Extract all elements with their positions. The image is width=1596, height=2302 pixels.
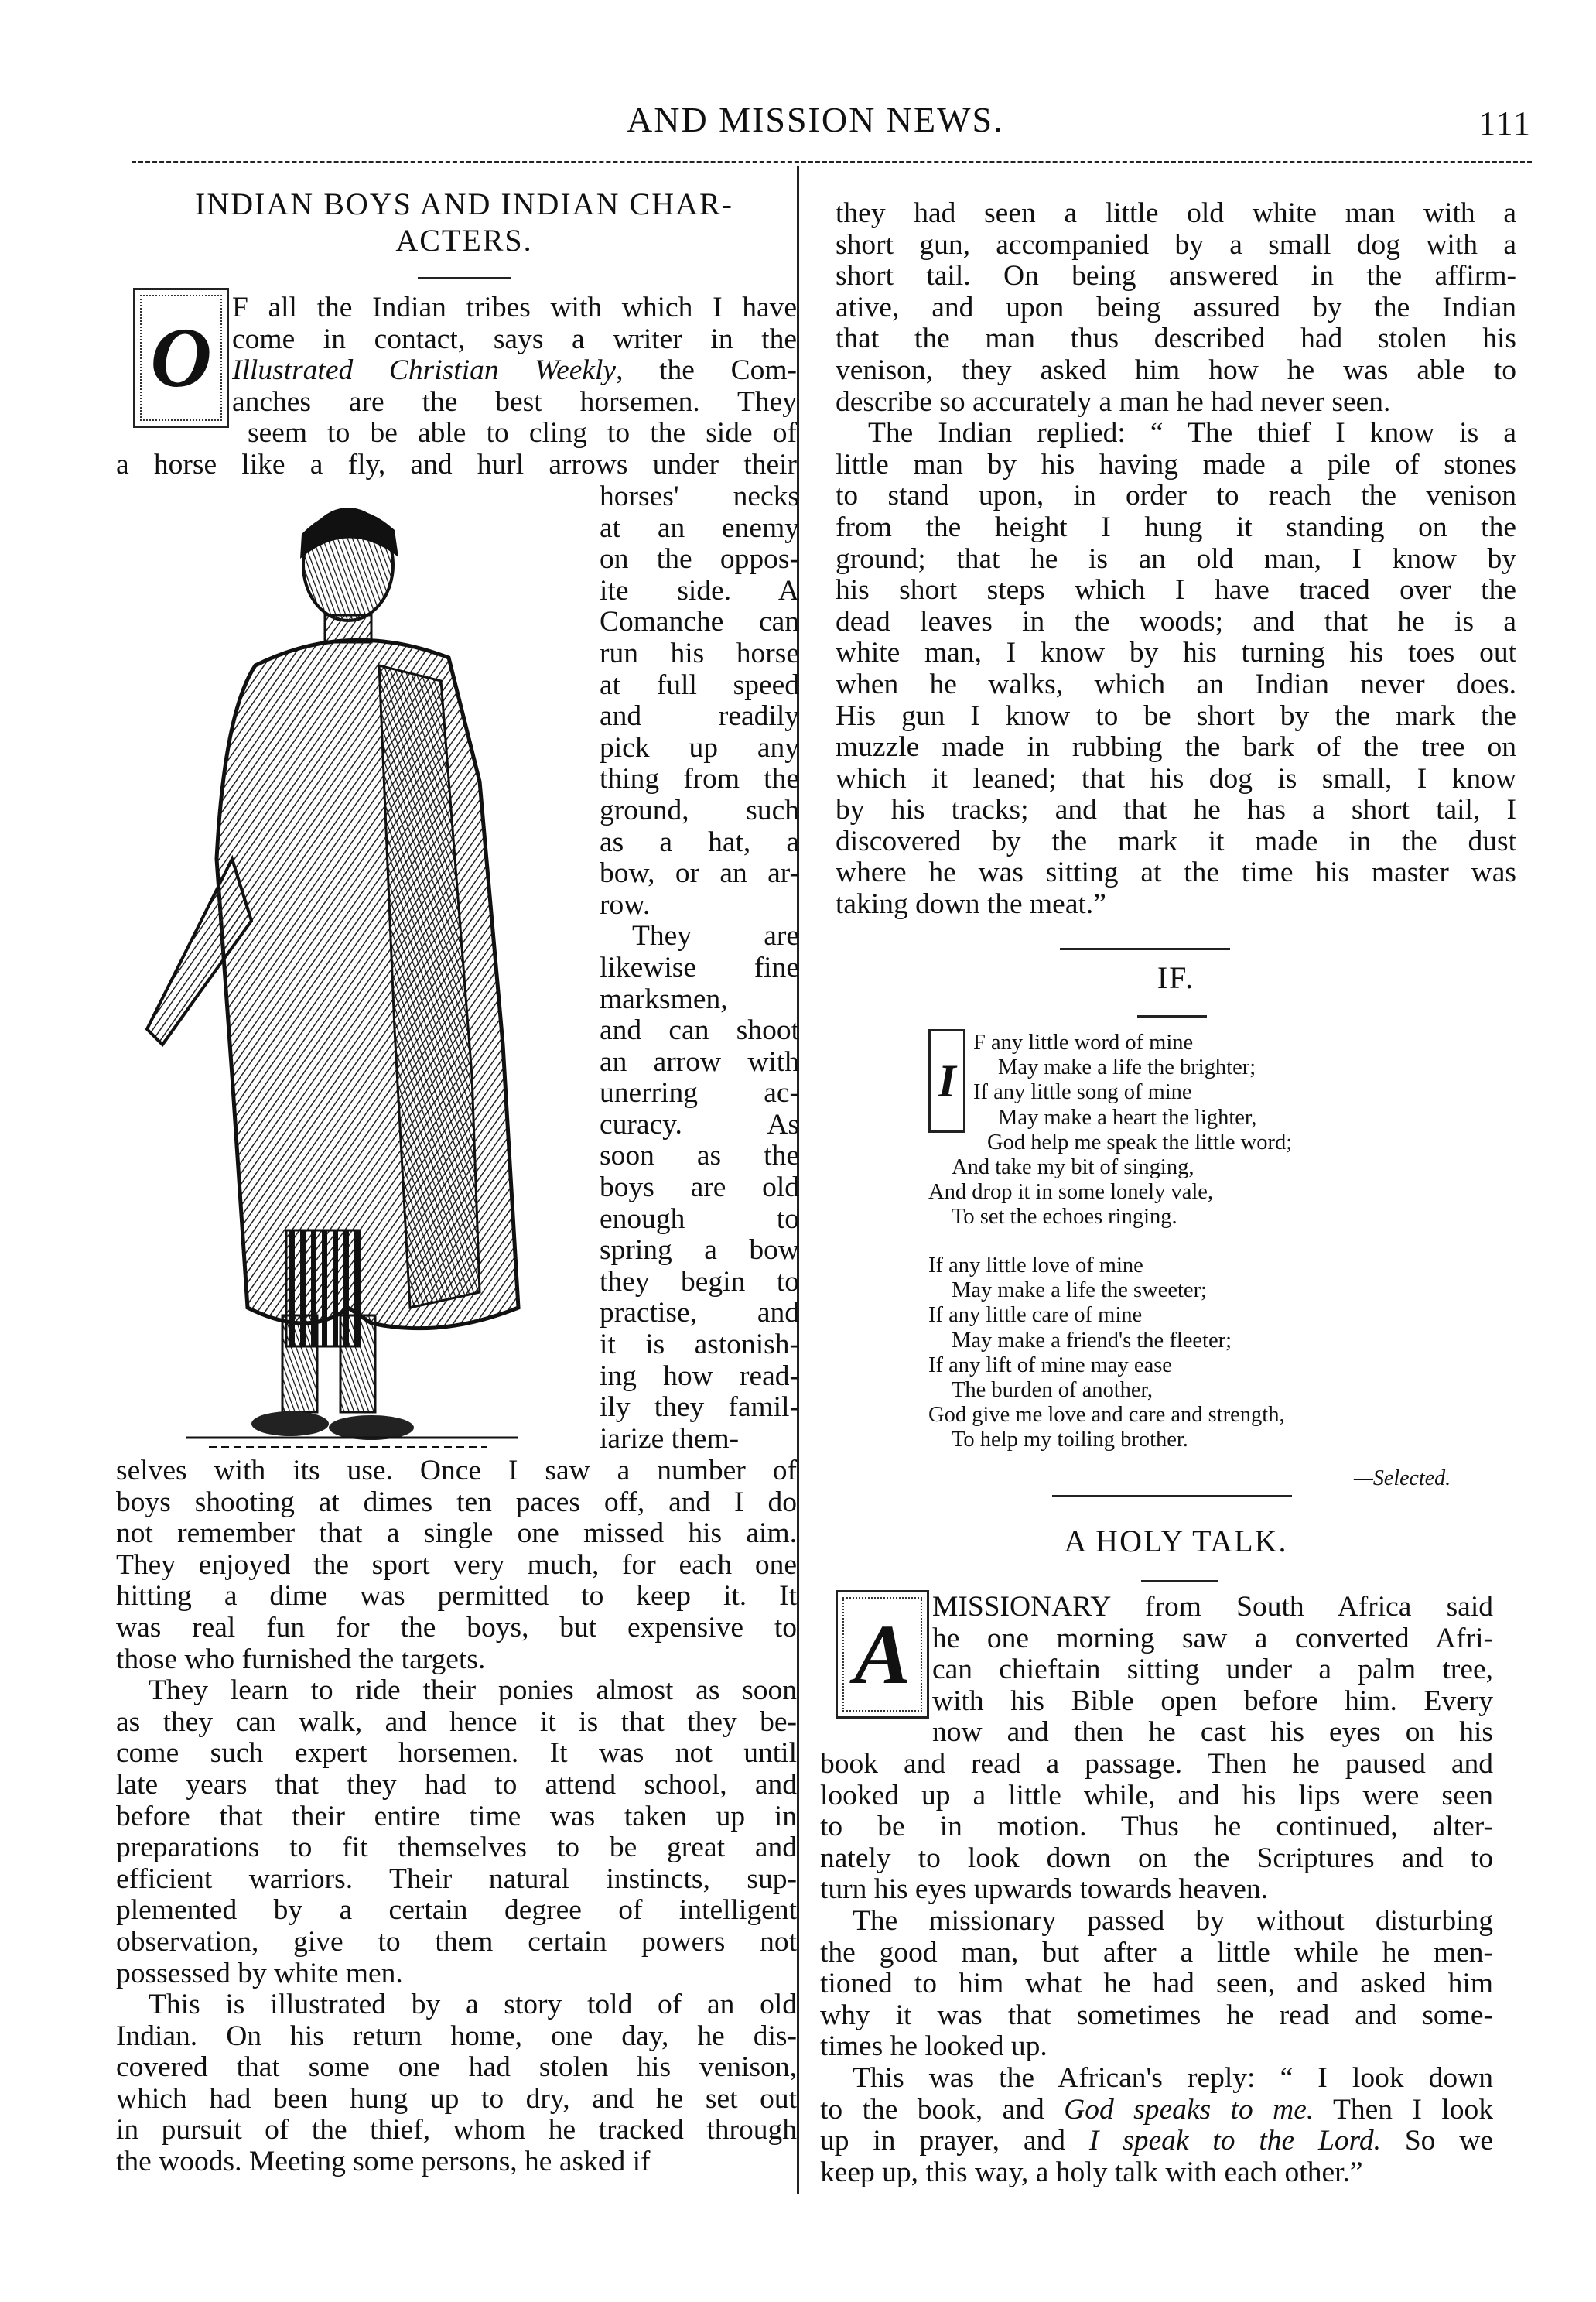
text-line	[932, 1654, 1493, 1686]
text-line-content: before that their entire time was taken up in	[116, 1800, 797, 1832]
text-line	[116, 2052, 797, 2084]
text-line	[600, 638, 799, 670]
text-line-content: ground; that he is an old man, I know by	[836, 542, 1516, 575]
text-line	[600, 733, 799, 764]
text-line	[600, 1298, 799, 1329]
text-line-content: an arrow with	[600, 1045, 799, 1078]
text-line	[116, 1675, 797, 1707]
text-line	[836, 450, 1516, 481]
closing-line	[820, 2126, 1493, 2157]
text-line	[116, 1864, 797, 1896]
closing-line-text: Then I look	[1314, 2093, 1494, 2126]
closing-line-italic: I speak to the Lord.	[1088, 2125, 1381, 2157]
text-line-content: pick up any	[600, 731, 799, 764]
poem-line: And take my bit of singing,	[952, 1155, 1194, 1180]
text-line-content: short gun, accompanied by a small dog with a	[836, 228, 1516, 261]
text-line	[836, 701, 1516, 733]
text-line-content: was real fun for the boys, but expensive to	[116, 1611, 797, 1644]
dropcap-a	[836, 1590, 929, 1719]
text-line	[116, 1644, 797, 1676]
text-line-content: possessed by white men.	[116, 1957, 403, 1989]
section-rule-2	[1052, 1495, 1292, 1497]
running-title: AND MISSION NEWS.	[627, 100, 1004, 139]
text-line	[836, 764, 1516, 795]
text-line	[600, 607, 799, 638]
text-line-content: the good man, but after a little while he men-	[820, 1936, 1493, 1969]
text-line	[836, 292, 1516, 324]
text-line	[600, 1110, 799, 1141]
text-line-content: those who furnished the targets.	[116, 1643, 486, 1675]
text-line	[116, 2084, 797, 2116]
text-line	[600, 1267, 799, 1298]
article1-opening-paragraph	[116, 292, 797, 481]
poem-line: God help me speak the little word;	[987, 1130, 1293, 1154]
text-line-content: which had been hung up to dry, and he set out	[116, 2082, 797, 2115]
holy-talk-title-rule	[1141, 1580, 1218, 1582]
text-line-content: by his tracks; and that he has a short tail, I	[836, 794, 1516, 826]
dropcap-letter: O	[150, 310, 212, 405]
text-line-content: bow, or an ar-	[600, 857, 799, 890]
text-line-content: little man by his having made a pile of stones	[836, 448, 1516, 481]
text-line	[116, 1770, 797, 1801]
text-line-content: they had seen a little old white man with a	[836, 197, 1516, 229]
text-line-content: plemented by a certain degree of intelligent	[116, 1894, 797, 1927]
article1-beside-illustration-text	[600, 481, 799, 1455]
text-line	[600, 481, 799, 513]
text-line-content: nately to look down on the Scriptures and to	[820, 1842, 1493, 1874]
closing-line-text: to the book, and	[820, 2093, 1065, 2126]
poem-stanza-1	[928, 1031, 1516, 1230]
text-line-content: practise, and	[600, 1297, 799, 1329]
text-line-content: as a hat, a	[600, 826, 799, 858]
text-line-content: run his horse	[600, 637, 799, 669]
text-line	[116, 1518, 797, 1550]
text-line-content: on the oppos-	[600, 543, 799, 576]
text-line-content: at an enemy	[600, 511, 799, 544]
text-line-content: can chieftain sitting under a palm tree,	[932, 1654, 1493, 1686]
text-line	[820, 1938, 1493, 1969]
text-line-content: come such expert horsemen. It was not until	[116, 1737, 797, 1770]
text-line	[600, 701, 799, 733]
text-line	[116, 1738, 797, 1770]
closing-line-text: up in prayer, and	[820, 2125, 1089, 2157]
text-line-content: tioned to him what he had seen, and asked him	[820, 1968, 1493, 2000]
text-line-content: boys shooting at dimes ten paces off, and I do	[116, 1486, 797, 1518]
text-line	[600, 1078, 799, 1110]
text-line-content: MISSIONARY from South Africa said	[932, 1591, 1493, 1623]
dropcap-letter: A	[853, 1606, 911, 1702]
text-line	[116, 1455, 797, 1487]
text-line	[932, 1623, 1493, 1655]
text-line	[820, 2031, 1493, 2063]
text-line-content: it is astonish-	[600, 1329, 799, 1361]
text-line	[836, 418, 1516, 450]
text-line	[600, 670, 799, 702]
text-line	[116, 292, 797, 324]
text-line	[600, 1392, 799, 1424]
text-line-content: short tail. On being answered in the affirm-	[836, 260, 1516, 292]
text-line-content: This is illustrated by a story told of an old	[149, 1989, 797, 2021]
text-line-content: Indian. On his return home, one day, he dis-	[116, 2020, 797, 2052]
text-line	[836, 607, 1516, 638]
text-line-content: likewise fine	[600, 951, 799, 983]
poem-line: The burden of another,	[952, 1378, 1153, 1403]
text-line	[116, 450, 797, 481]
text-line-content: F all the Indian tribes with which I have	[232, 292, 797, 323]
closing-line: keep up, this way, a holy talk with each other.”	[820, 2156, 1363, 2188]
closing-line	[820, 2095, 1493, 2126]
poem-line: And drop it in some lonely vale,	[928, 1180, 1214, 1205]
text-line-content: enough to	[600, 1202, 799, 1235]
text-line	[116, 355, 797, 387]
text-line	[600, 795, 799, 827]
text-line	[932, 1686, 1493, 1718]
text-line	[600, 858, 799, 890]
text-line	[600, 1015, 799, 1047]
poem-line: May make a life the sweeter;	[952, 1278, 1207, 1303]
text-line	[836, 544, 1516, 576]
text-line	[600, 1141, 799, 1172]
poem-line: If any little care of mine	[928, 1303, 1143, 1328]
poem-line: F any little word of mine	[973, 1031, 1194, 1055]
text-line-content: he one morning saw a converted Afri-	[932, 1622, 1493, 1654]
text-line	[836, 323, 1516, 355]
text-line-content: and readily	[600, 700, 799, 733]
text-line-content: with his Bible open before him. Every	[932, 1685, 1493, 1717]
text-line-content: curacy. As	[600, 1108, 799, 1141]
text-line	[836, 230, 1516, 262]
text-line-content: late years that they had to attend school, and	[116, 1768, 797, 1801]
text-line-content: come in contact, says a writer in the	[232, 323, 797, 355]
text-line	[116, 418, 797, 450]
article1-right-column-text	[836, 198, 1516, 921]
text-line	[836, 481, 1516, 512]
text-line	[116, 324, 797, 356]
text-line-content: where he was sitting at the time his master was	[836, 857, 1516, 889]
text-line	[836, 732, 1516, 764]
text-line	[836, 795, 1516, 826]
text-line-content: ite side. A	[600, 574, 799, 607]
text-line	[600, 984, 799, 1016]
text-line	[600, 544, 799, 576]
text-line-content: venison, they asked him how he was able to	[836, 354, 1516, 386]
text-line	[116, 1927, 797, 1958]
text-line-content: in pursuit of the thief, whom he tracked through	[116, 2114, 797, 2146]
text-line	[116, 1958, 797, 1990]
text-line-content: describe so accurately a man he had never seen.	[836, 385, 1391, 418]
text-line-content: They enjoyed the sport very much, for each one	[116, 1548, 797, 1581]
text-line-content: marksmen,	[600, 983, 728, 1015]
article-title-indian-boys	[147, 186, 781, 258]
text-line-content: and can shoot	[600, 1014, 799, 1047]
section-rule-1	[1060, 948, 1230, 950]
text-line-content: at full speed	[600, 669, 799, 701]
text-line	[836, 261, 1516, 292]
text-line-content: unerring ac-	[600, 1077, 799, 1110]
text-line-content: His gun I know to be short by the mark the	[836, 699, 1516, 732]
text-line	[932, 1717, 1493, 1749]
text-line-content: observation, give to them certain powers not	[116, 1925, 797, 1958]
poem-line: To set the echoes ringing.	[952, 1205, 1177, 1230]
article2-continued-text	[820, 1749, 1493, 2063]
text-line-content: ground, such	[600, 794, 799, 826]
dropcap-letter: I	[938, 1055, 956, 1107]
text-line	[836, 355, 1516, 387]
text-line-content: muzzle made in rubbing the bark of the tree on	[836, 731, 1516, 764]
text-line	[116, 1550, 797, 1582]
text-line	[600, 513, 799, 545]
text-line	[600, 1361, 799, 1393]
text-line	[116, 2021, 797, 2053]
text-line	[836, 857, 1516, 889]
text-line	[836, 889, 1516, 921]
poem-title: IF.	[1157, 960, 1195, 995]
text-line	[836, 198, 1516, 230]
text-line	[600, 576, 799, 607]
poem-line: May make a friend's the fleeter;	[952, 1328, 1232, 1353]
text-line	[116, 1801, 797, 1833]
running-header	[124, 99, 1532, 153]
text-line	[836, 669, 1516, 701]
text-line	[116, 387, 797, 419]
text-line	[600, 1204, 799, 1236]
text-line-content: iarize them-	[600, 1422, 740, 1455]
poem-line: To help my toiling brother.	[952, 1428, 1188, 1452]
text-line-content: selves with its use. Once I saw a number of	[116, 1455, 797, 1486]
comanche-warrior-illustration	[116, 487, 580, 1466]
text-line-content: book and read a passage. Then he paused and	[820, 1748, 1493, 1780]
text-line-content: looked up a little while, and his lips were seen	[820, 1779, 1493, 1811]
closing-line-text: This was the African's reply: “ I look down	[853, 2062, 1493, 2094]
text-line-content: when he walks, which an Indian never does.	[836, 668, 1516, 700]
poem-line: If any lift of mine may ease	[928, 1353, 1172, 1377]
text-line-content: They learn to ride their ponies almost as soon	[149, 1674, 797, 1707]
text-line-content: not remember that a single one missed his aim.	[116, 1517, 797, 1550]
poem-stanza-2	[928, 1254, 1516, 1453]
text-line	[600, 1172, 799, 1204]
poem-line: If any little love of mine	[928, 1254, 1143, 1278]
text-line	[820, 1811, 1493, 1843]
text-line-content: as they can walk, and hence it is that they be-	[116, 1705, 797, 1738]
text-line-content: turn his eyes upwards towards heaven.	[820, 1873, 1269, 1906]
text-line	[836, 638, 1516, 669]
text-line	[820, 1874, 1493, 1906]
text-line	[820, 1843, 1493, 1875]
page-number: 111	[1478, 104, 1532, 142]
poem-line: God give me love and care and strength,	[928, 1403, 1285, 1428]
text-line	[836, 387, 1516, 419]
poem-title-rule	[1137, 1015, 1207, 1018]
text-line-content: the woods. Meeting some persons, he asked if	[116, 2146, 651, 2178]
text-line-content: The missionary passed by without disturbing	[853, 1904, 1493, 1937]
text-line-content: to be in motion. Thus he continued, alter-	[820, 1811, 1493, 1843]
text-line-content: times he looked up.	[820, 2030, 1047, 2063]
text-line-content: seem to be able to cling to the side of	[248, 417, 797, 450]
text-line	[820, 1906, 1493, 1938]
article2-opening-paragraph	[932, 1592, 1493, 1749]
text-line-content: dead leaves in the woods; and that he is a	[836, 605, 1516, 638]
text-line-content: to stand upon, in order to reach the venison	[836, 480, 1516, 512]
closing-line-italic: God speaks to me.	[1064, 2093, 1314, 2126]
text-line-content: that the man thus described had stolen his	[836, 323, 1516, 355]
text-line-content: why it was that sometimes he read and some-	[820, 1999, 1493, 2031]
text-line-content: spring a bow	[600, 1234, 799, 1267]
text-line-content: They are	[632, 920, 799, 953]
text-line-content: which it leaned; that his dog is small, I know	[836, 762, 1516, 795]
article-title-line-1: INDIAN BOYS AND INDIAN CHAR-	[195, 186, 733, 221]
text-line	[932, 1592, 1493, 1623]
text-line	[600, 921, 799, 953]
poem-line: If any little song of mine	[973, 1080, 1192, 1105]
text-line	[116, 1581, 797, 1613]
text-line	[600, 953, 799, 984]
text-line	[600, 890, 799, 922]
text-line-content: Illustrated Christian Weekly, the Com-	[232, 354, 797, 387]
text-line-content: horses' necks	[600, 481, 799, 512]
text-line-content: taking down the meat.”	[836, 888, 1106, 921]
text-line	[116, 1989, 797, 2021]
header-rule	[132, 161, 1532, 163]
text-line	[116, 2146, 797, 2178]
text-line	[116, 1613, 797, 1644]
text-line-content: a horse like a fly, and hurl arrows under their	[116, 448, 797, 481]
text-line	[116, 1895, 797, 1927]
closing-line	[820, 2063, 1493, 2095]
text-line	[836, 826, 1516, 858]
text-line	[836, 512, 1516, 544]
text-line-content: white man, I know by his turning his toes out	[836, 637, 1516, 669]
text-line-content: efficient warriors. Their natural instincts, sup-	[116, 1862, 797, 1895]
text-line-content: preparations to fit themselves to be great and	[116, 1832, 797, 1864]
text-line	[116, 2115, 797, 2146]
text-line-content: ative, and upon being assured by the Indian	[836, 291, 1516, 323]
text-line	[820, 2000, 1493, 2032]
text-line-content: they begin to	[600, 1265, 799, 1298]
article1-continued-text	[116, 1455, 797, 2178]
poem-line: May make a heart the lighter,	[998, 1105, 1257, 1130]
text-line-content: Comanche can	[600, 606, 799, 638]
text-line-content: boys are old	[600, 1172, 799, 1204]
text-line	[820, 1780, 1493, 1812]
text-line	[600, 1047, 799, 1079]
text-line-content: anches are the best horsemen. They	[232, 385, 797, 418]
text-line-content: The Indian replied: “ The thief I know is a	[868, 417, 1516, 450]
text-line-content: ing how read-	[600, 1360, 799, 1392]
text-line	[600, 1329, 799, 1361]
text-line-content: from the height I hung it standing on the	[836, 511, 1516, 543]
text-line	[836, 575, 1516, 607]
text-line-content: now and then he cast his eyes on his	[932, 1716, 1493, 1749]
text-line	[116, 1707, 797, 1739]
poem-credit: —Selected.	[1354, 1466, 1451, 1490]
text-line	[116, 1832, 797, 1864]
text-line-content: soon as the	[600, 1140, 799, 1172]
text-line	[820, 1749, 1493, 1780]
text-line	[600, 1424, 799, 1455]
text-line	[820, 1969, 1493, 2000]
closing-line-text: So we	[1380, 2125, 1493, 2157]
article-title-line-2: ACTERS.	[395, 223, 533, 258]
text-line	[600, 827, 799, 859]
text-line-content: ily they famil-	[600, 1391, 799, 1424]
text-line-content: hitting a dime was permitted to keep it. It	[116, 1580, 797, 1613]
title-rule	[418, 277, 511, 279]
poem-line: May make a life the brighter;	[998, 1055, 1256, 1080]
article-title-holy-talk: A HOLY TALK.	[1064, 1524, 1288, 1558]
article2-closing-paragraph	[820, 2063, 1493, 2188]
text-line	[600, 764, 799, 795]
text-line-content: his short steps which I have traced over the	[836, 574, 1516, 607]
text-line-content: discovered by the mark it made in the dust	[836, 825, 1516, 857]
text-line	[600, 1235, 799, 1267]
text-line-content: covered that some one had stolen his venison,	[116, 2051, 797, 2084]
text-line	[116, 1487, 797, 1519]
text-line-content: row.	[600, 888, 651, 921]
text-line-content: thing from the	[600, 763, 799, 795]
